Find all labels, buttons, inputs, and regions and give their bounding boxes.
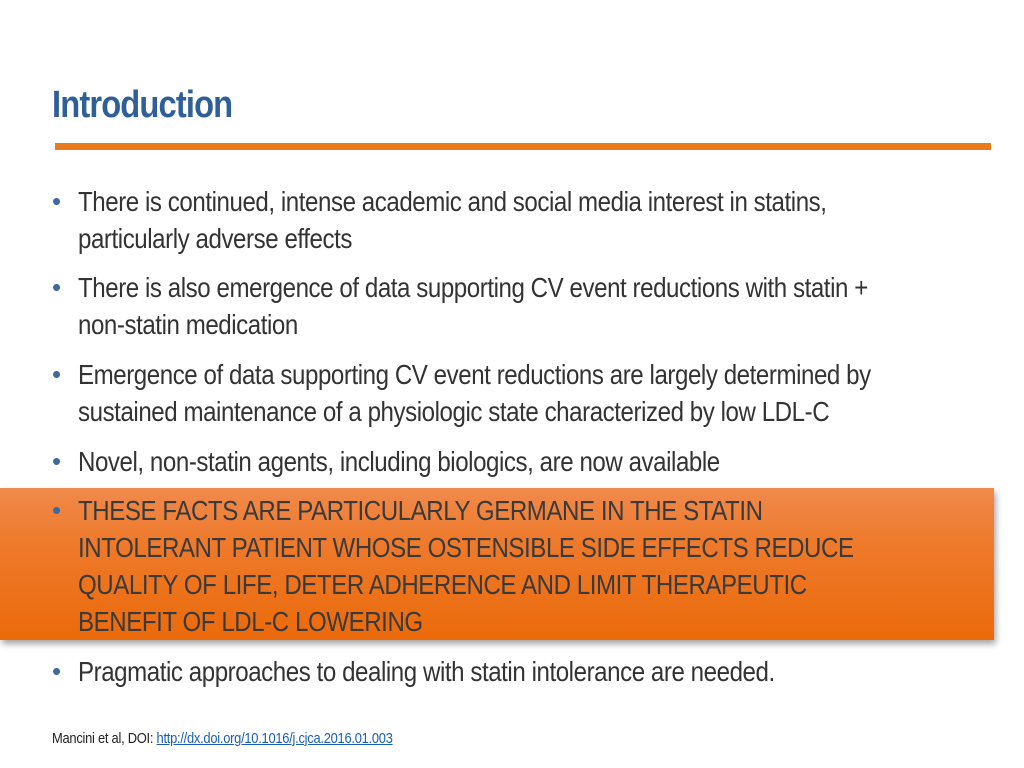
bullet-text: There is also emergence of data supporting CV event reductions with statin + non-statin medication [78,272,868,340]
bullet-dot-icon: • [52,495,62,525]
footnote-citation [52,730,393,747]
bullet-text: Emergence of data supporting CV event reductions are largely determined by sustained maintenance of a physiologic state characterized by low LDL-C [78,359,871,427]
bullet-dot-icon: • [52,186,62,216]
bullet-text: THESE FACTS ARE PARTICULARLY GERMANE IN THE STATIN INTOLERANT PATIENT WHOSE OSTENSIBLE SIDE EFFECTS REDUCE QUALITY OF LIFE, DETER ADHERENCE AND LIMIT THERAPEUTIC BENEFIT OF LDL-C LOWERING [78,495,854,637]
doi-link[interactable]: http://dx.doi.org/10.1016/j.cjca.2016.01.003 [156,730,393,747]
bullet-text: Novel, non-statin agents, including biologics, are now available [78,446,720,477]
slide-title: Introduction [52,84,233,126]
bullet-dot-icon: • [52,272,62,302]
bullet-text: Pragmatic approaches to dealing with statin intolerance are needed. [78,656,775,687]
bullet-dot-icon: • [52,359,62,389]
bullet-text: There is continued, intense academic and social media interest in statins, particularly adverse effects [78,186,827,254]
bullet-dot-icon: • [52,446,62,476]
footnote-prefix: Mancini et al, DOI: [52,730,157,747]
bullet-dot-icon: • [52,656,62,686]
